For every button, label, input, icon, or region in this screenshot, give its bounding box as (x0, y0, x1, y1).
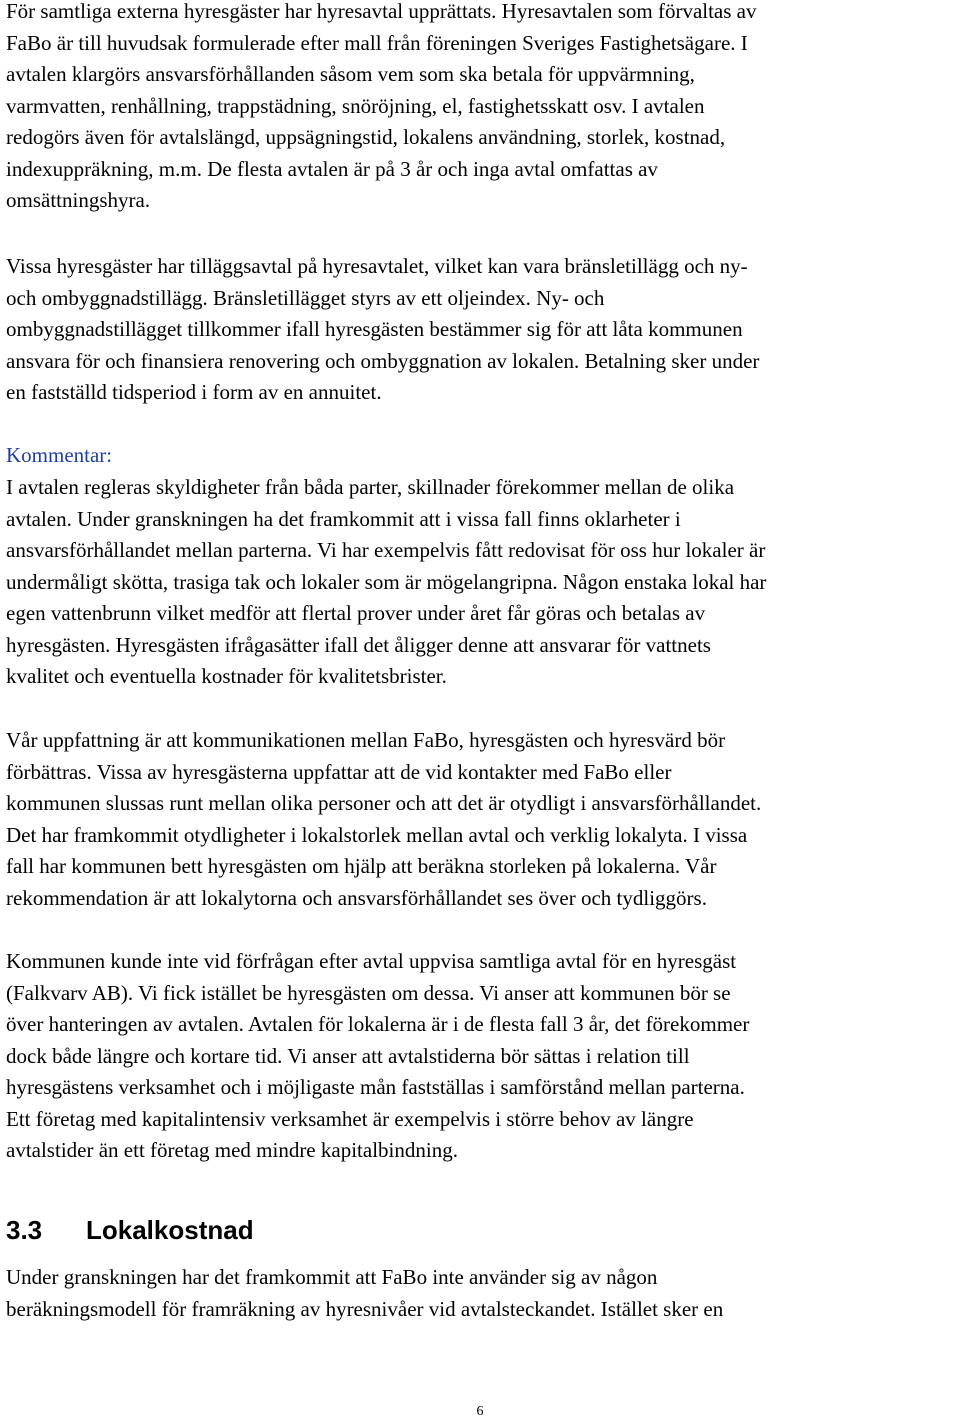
text-line: egen vattenbrunn vilket medför att flertal prover under året får göras och betalas av (6, 601, 706, 625)
text-line: Det har framkommit otydligheter i lokalstorlek mellan avtal och verklig lokalyta. I vissa (6, 822, 748, 847)
text-line: förbättras. Vissa av hyresgästerna uppfattar att de vid kontakter med FaBo eller (6, 759, 672, 784)
text-line: Vissa hyresgäster har tilläggsavtal på hyresavtalet, vilket kan vara bränsletillägg och ny- (6, 254, 748, 278)
text-line: beräkningsmodell för framräkning av hyresnivåer vid avtalsteckandet. Istället sker en (6, 1296, 724, 1321)
text-line: Ett företag med kapitalintensiv verksamhet är exempelvis i större behov av längre (6, 1106, 694, 1131)
text-line: ombyggnadstillägget tillkommer ifall hyresgästen bestämmer sig för att låta kommunen (6, 317, 743, 341)
text-line: avtalen. Under granskningen ha det framkommit att i vissa fall finns oklarheter i (6, 506, 681, 531)
comment-label: Kommentar: (6, 443, 113, 467)
paragraph-uppfattning (6, 725, 951, 914)
text-line: dock både längre och kortare tid. Vi anser att avtalstiderna bör sättas i relation till (6, 1043, 690, 1068)
text-line: FaBo är till huvudsak formulerade efter mall från föreningen Sveriges Fastighetsägare. I (6, 30, 748, 55)
paragraph-lokalkostnad (6, 1262, 951, 1325)
text-line: indexuppräkning, m.m. De flesta avtalen är på 3 år och inga avtal omfattas av (6, 156, 658, 181)
section-number: 3.3 (6, 1215, 43, 1245)
text-line: omsättningshyra. (6, 188, 151, 212)
text-line: Kommunen kunde inte vid förfrågan efter avtal uppvisa samtliga avtal för en hyresgäst (6, 949, 737, 973)
section-heading (6, 1213, 254, 1247)
text-line: För samtliga externa hyresgäster har hyresavtal upprättats. Hyresavtalen som förvaltas av (6, 0, 757, 23)
text-line: hyresgästen. Hyresgästen ifrågasätter ifall det åligger denne att ansvarar för vattnets (6, 632, 711, 657)
paragraph-kommunen (6, 946, 951, 1167)
section-title: Lokalkostnad (86, 1215, 254, 1245)
text-line: kommunen slussas runt mellan olika personer och att det är otydligt i ansvarsförhållandet. (6, 791, 762, 815)
text-line: I avtalen regleras skyldigheter från båda parter, skillnader förekommer mellan de olika (6, 475, 735, 499)
text-line: fall har kommunen bett hyresgästen om hjälp att beräkna storleken på lokalerna. Vår (6, 854, 717, 878)
text-line: kvalitet och eventuella kostnader för kvalitetsbrister. (6, 664, 447, 688)
text-line: avtalstider än ett företag med mindre kapitalbindning. (6, 1138, 458, 1162)
text-line: en fastställd tidsperiod i form av en annuitet. (6, 380, 382, 404)
text-line: redogörs även för avtalslängd, uppsägningstid, lokalens användning, storlek, kostnad, (6, 125, 726, 149)
text-line: och ombyggnadstillägg. Bränsletillägget styrs av ett oljeindex. Ny- och (6, 285, 605, 310)
text-line: hyresgästens verksamhet och i möjligaste mån fastställas i samförstånd mellan parterna. (6, 1075, 745, 1099)
paragraph-kommentar (6, 472, 951, 693)
page-number: 6 (476, 1404, 484, 1419)
paragraph-hyresavtal (6, 0, 951, 217)
text-line: (Falkvarv AB). Vi fick istället be hyresgästen om dessa. Vi anser att kommunen bör se (6, 980, 731, 1005)
text-line: ansvarsförhållandet mellan parterna. Vi har exempelvis fått redovisat för oss hur lokaler är (6, 538, 766, 562)
text-line: avtalen klargörs ansvarsförhållanden såsom vem som ska betala för uppvärmning, (6, 62, 695, 86)
text-line: över hanteringen av avtalen. Avtalen för lokalerna är i de flesta fall 3 år, det förekommer (6, 1012, 750, 1036)
text-line: Vår uppfattning är att kommunikationen mellan FaBo, hyresgästen och hyresvärd bör (6, 728, 726, 752)
text-line: Under granskningen har det framkommit att FaBo inte använder sig av någon (6, 1265, 658, 1289)
paragraph-tillaggsavtal (6, 251, 951, 409)
text-line: rekommendation är att lokalytorna och ansvarsförhållandet ses över och tydliggörs. (6, 885, 707, 910)
text-line: undermåligt skötta, trasiga tak och lokaler som är mögelangripna. Någon enstaka lokal har (6, 569, 767, 594)
text-line: varmvatten, renhållning, trappstädning, snöröjning, el, fastighetsskatt osv. I avtalen (6, 93, 705, 118)
text-line: ansvara för och finansiera renovering och ombyggnation av lokalen. Betalning sker under (6, 348, 760, 373)
